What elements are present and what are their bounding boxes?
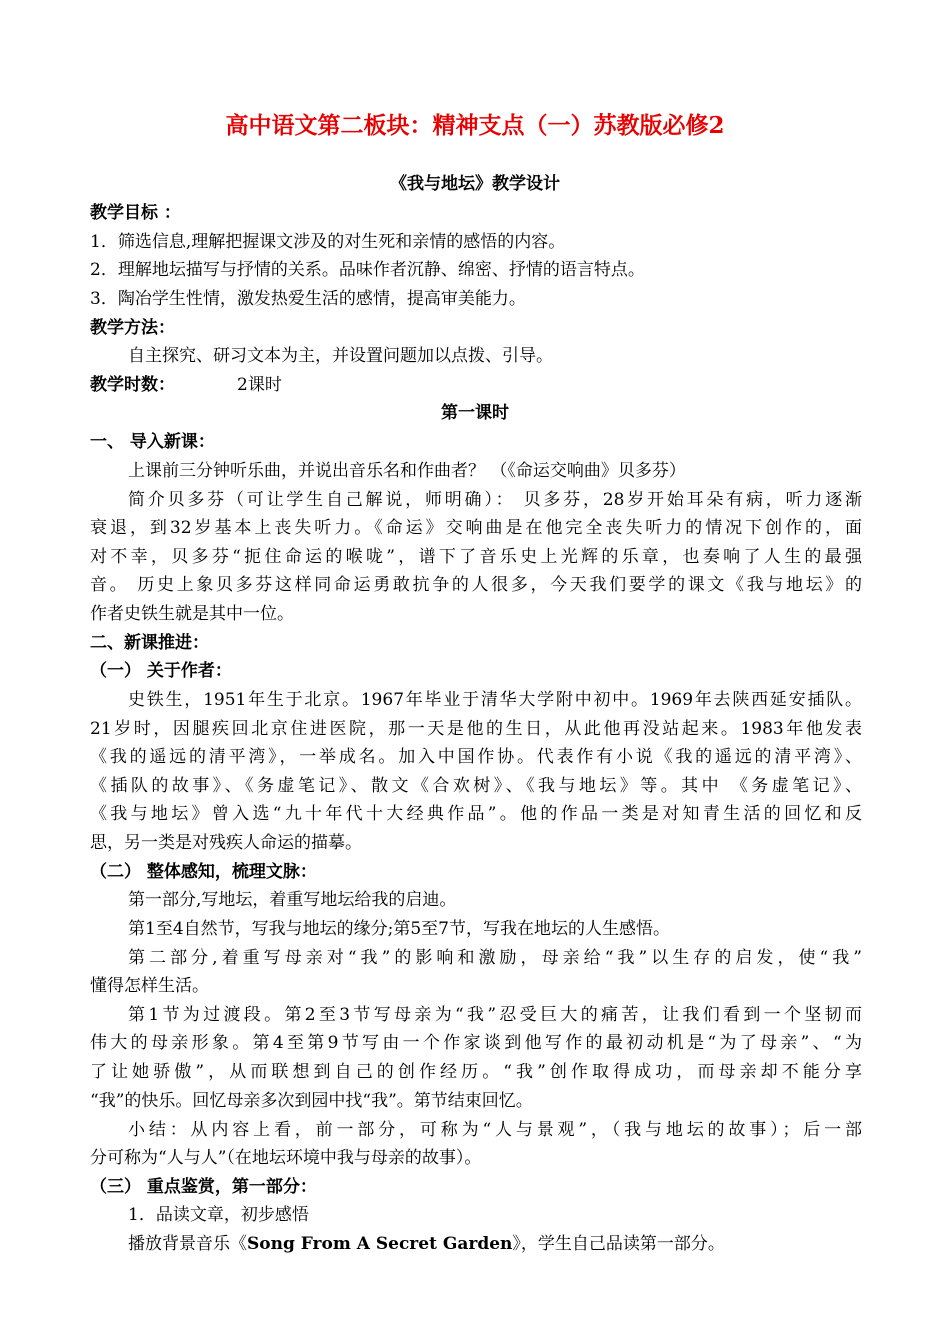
author-paragraph-line: 思，另一类是对残疾人命运的描摹。 [90,833,362,853]
author-paragraph-line: 《我与地坛》曾入选“九十年代十大经典作品”。他的作品一类是对知青生活的回忆和反 [90,804,862,824]
goal-item: 2．理解地坛描写与抒情的关系。品味作者沉静、绵密、抒情的语言特点。 [90,260,645,280]
goal-item: 3．陶冶学生性情，激发热爱生活的感情，提高审美能力。 [90,289,526,309]
goal-item: 1．筛选信息,理解把握课文涉及的对生死和亲情的感悟的内容。 [90,232,566,252]
author-paragraph-line: 史铁生，1951年生于北京。1967年毕业于清华大学附中初中。1969年去陕西延安插队。 [128,690,862,710]
hours-label: 教学时数： [90,375,175,395]
reading-paragraph-post: 》，学生自己品读第一部分。 [512,1234,725,1254]
lesson-heading: 第一课时 [441,403,509,423]
document-subtitle: 《我与地坛》教学设计 [390,174,560,194]
method-text: 自主探究、研习文本为主，并设置问题加以点拨、引导。 [128,346,553,366]
structure-paragraph-3-line: 懂得怎样生活。 [90,976,209,996]
author-paragraph-line: 《插队的故事》、《务虚笔记》、散文《合欢树》、《我与地坛》等。其中 《务虚笔记》、 [90,776,862,796]
reading-paragraph-pre: 播放背景音乐《 [128,1234,247,1254]
structure-paragraph-3-line: 第二部分,着重写母亲对“我”的影响和激励，母亲给“我”以生存的启发，使“我” [128,948,862,968]
summary-paragraph-line: 小结：从内容上看，前一部分，可称为“人与景观”，（我与地坛的故事）；后一部 [128,1120,862,1140]
structure-paragraph-4-line: 了让她骄傲”，从而联想到自己的创作经历。“我”创作取得成功，而母亲却不能分享 [90,1062,862,1082]
reading-paragraph [128,1230,862,1259]
section-1-paragraph-2-line: 对不幸，贝多芬“扼住命运的喉咙”，谱下了音乐史上光辉的乐章，也奏响了人生的最强 [90,547,862,567]
section-1-paragraph-1: 上课前三分钟听乐曲，并说出音乐名和作曲者？ （《命运交响曲》贝多芬） [128,461,686,481]
structure-paragraph-2: 第1至4自然节，写我与地坛的缘分;第5至7节，写我在地坛的人生感悟。 [128,919,670,939]
structure-paragraph-4-line: 第1节为过渡段。第2至3节写母亲为“我”忍受巨大的痛苦，让我们看到一个坚韧而 [128,1005,862,1025]
author-paragraph-line: 21岁时，因腿疾回北京住进医院，那一天是他的生日，从此他再没站起来。1983年他发表 [90,719,862,739]
section-1-paragraph-2-line: 作者史铁生就是其中一位。 [90,604,294,624]
document-title: 高中语文第二板块：精神支点（一）苏教版必修2 [225,112,725,139]
section-1-paragraph-2-line: 音。 历史上象贝多芬这样同命运勇敢抗争的人很多，今天我们要学的课文《我与地坛》的 [90,575,862,595]
reading-item: 1．品读文章，初步感悟 [128,1205,309,1225]
structure-paragraph-4-line: “我”的快乐。回忆母亲多次到园中找“我”。第节结束回忆。 [90,1091,533,1111]
section-1-heading: 一、 导入新课： [90,432,215,452]
hours-row [90,371,862,400]
section-2a-heading: （一） 关于作者： [90,661,232,681]
section-2b-heading: （二） 整体感知，梳理文脉： [90,862,317,882]
goals-heading: 教学目标 ： [90,203,181,223]
section-2c-heading: （三） 重点鉴赏，第一部分： [90,1177,317,1197]
summary-paragraph-line: 分可称为“人与人”（在地坛环境中我与母亲的故事）。 [90,1148,482,1168]
structure-paragraph-1: 第一部分,写地坛，着重写地坛给我的启迪。 [128,890,457,910]
section-2-heading: 二、新课推进： [90,633,209,653]
section-1-paragraph-2-line: 简介贝多芬（可让学生自己解说，师明确）： 贝多芬，28岁开始耳朵有病，听力逐渐 [128,490,862,510]
author-paragraph-line: 《我的遥远的清平湾》，一举成名。加入中国作协。代表作有小说《我的遥远的清平湾》、 [90,747,862,767]
song-title: Song From A Secret Garden [247,1234,513,1254]
hours-value: 2课时 [237,375,282,395]
section-1-paragraph-2-line: 衰退，到32岁基本上丧失听力。《命运》交响曲是在他完全丧失听力的情况下创作的，面 [90,518,862,538]
method-heading: 教学方法： [90,318,175,338]
structure-paragraph-4-line: 伟大的母亲形象。第4至第9节写由一个作家谈到他写作的最初动机是“为了母亲”、“为 [90,1033,862,1053]
